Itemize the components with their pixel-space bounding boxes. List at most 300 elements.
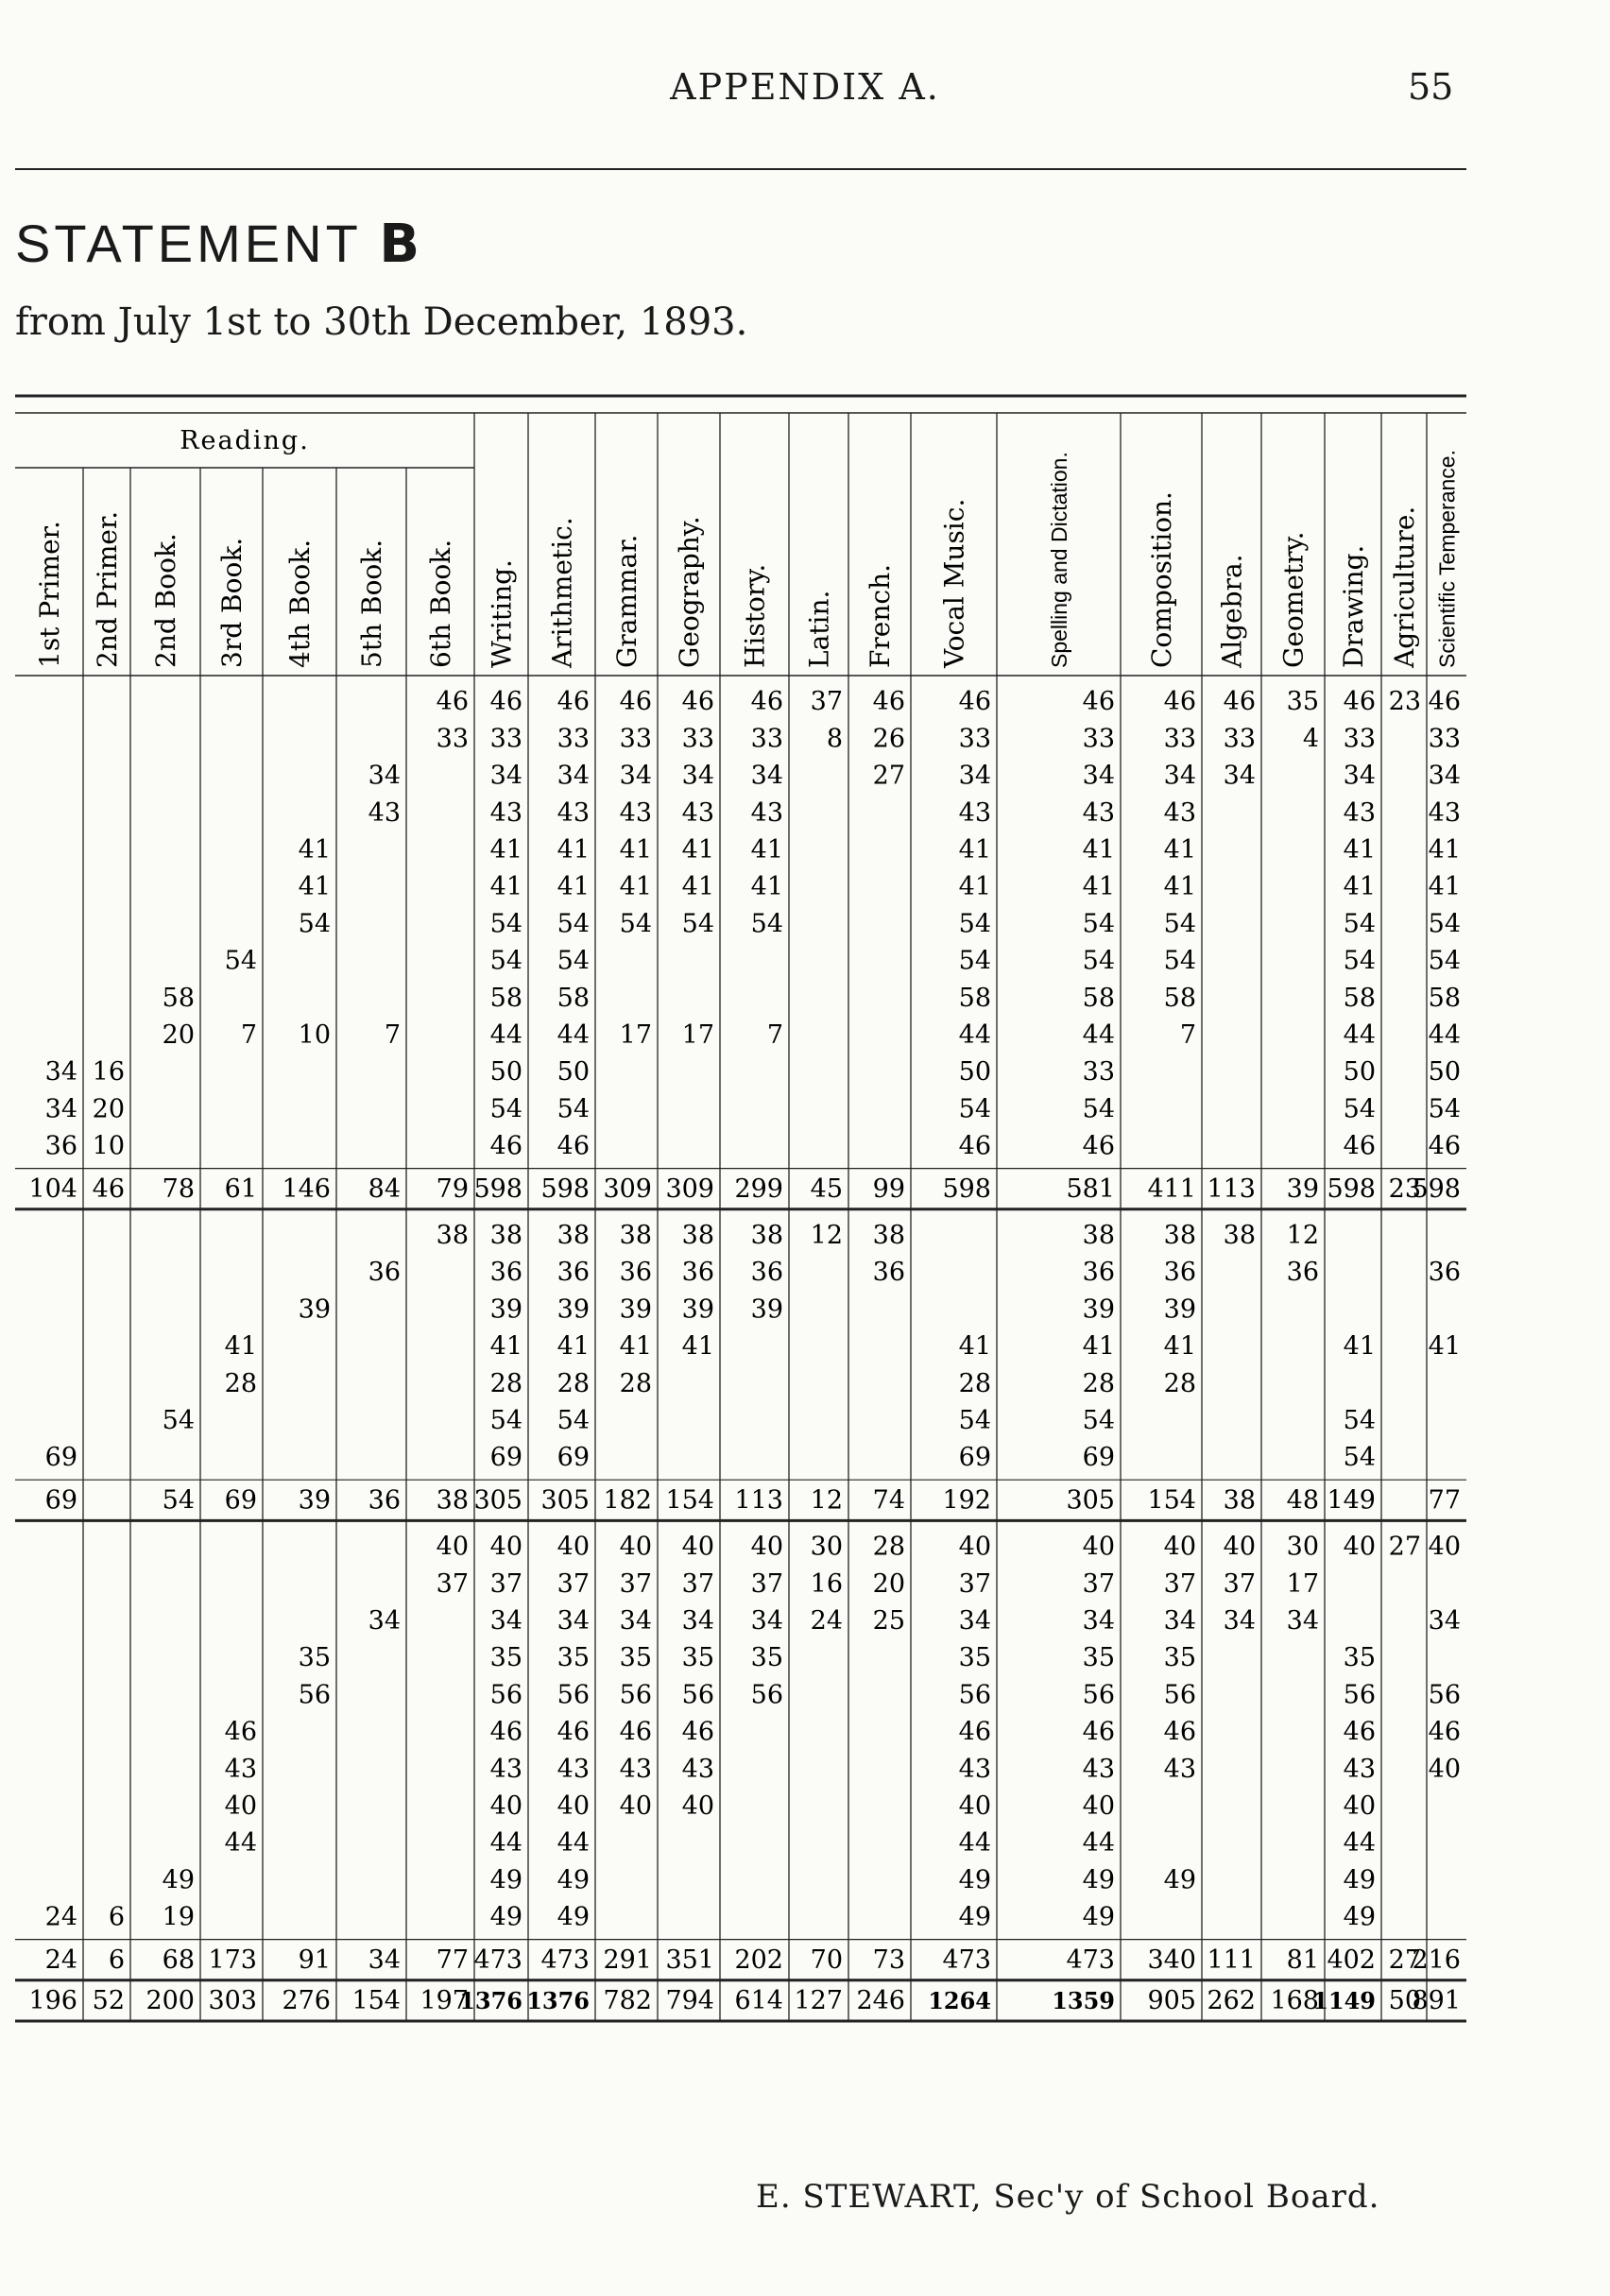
table-cell: 33 (436, 724, 469, 754)
table-cell: 37 (810, 687, 843, 717)
table-cell: 39 (489, 1294, 522, 1325)
table-cell: 37 (557, 1568, 590, 1599)
table-cell: 69 (958, 1443, 991, 1473)
table-cell: 54 (224, 946, 257, 976)
table-cell: 69 (44, 1443, 77, 1473)
table-cell: 34 (1082, 1606, 1115, 1636)
table-cell: 46 (489, 687, 522, 717)
table-cell: 41 (958, 872, 991, 902)
column-header: 3rd Book. (216, 537, 248, 668)
table-cell: 27 (1388, 1532, 1421, 1562)
subtotal-cell: 581 (1066, 1174, 1115, 1204)
table-cell: 49 (1343, 1902, 1376, 1932)
table-cell: 39 (557, 1294, 590, 1325)
table-cell: 40 (1163, 1532, 1196, 1562)
subtotal-cell: 113 (1207, 1174, 1256, 1204)
table-cell: 40 (557, 1791, 590, 1822)
table-cell: 54 (1343, 909, 1376, 939)
subtotal-cell: 69 (224, 1485, 257, 1516)
grand-total-cell: 154 (351, 1986, 401, 2016)
table-cell: 28 (489, 1368, 522, 1398)
subtotal-cell: 38 (436, 1485, 469, 1516)
subtotal-cell: 68 (162, 1945, 195, 1975)
table-cell: 50 (1343, 1057, 1376, 1088)
subtotal-cell: 77 (1428, 1485, 1461, 1516)
table-cell: 33 (1082, 724, 1115, 754)
table-cell: 54 (1343, 1406, 1376, 1436)
subtotal-cell: 202 (734, 1945, 783, 1975)
subtotal-cell: 91 (298, 1945, 331, 1975)
table-cell: 44 (1428, 1020, 1461, 1051)
table-cell: 58 (1163, 983, 1196, 1013)
table-cell: 44 (489, 1020, 522, 1051)
table-cell: 54 (958, 1406, 991, 1436)
subtotal-cell: 154 (1147, 1485, 1196, 1516)
table-cell: 34 (1286, 1606, 1319, 1636)
table-cell: 43 (1082, 1754, 1115, 1784)
table-cell: 54 (489, 946, 522, 976)
table-cell: 37 (489, 1568, 522, 1599)
table-cell: 56 (681, 1680, 714, 1710)
column-header: Writing. (486, 559, 518, 668)
table-cell: 33 (1343, 724, 1376, 754)
table-cell: 35 (681, 1643, 714, 1673)
grand-total-cell: 200 (146, 1986, 195, 2016)
table-cell: 49 (557, 1865, 590, 1895)
table-cell: 36 (1163, 1258, 1196, 1288)
table-cell: 54 (958, 946, 991, 976)
table-cell: 33 (958, 724, 991, 754)
table-cell: 20 (162, 1020, 195, 1051)
table-cell: 54 (1163, 946, 1196, 976)
grand-total-cell: 891 (1412, 1986, 1461, 2016)
table-cell: 49 (1082, 1865, 1115, 1895)
table-cell: 46 (958, 1131, 991, 1161)
table-cell: 36 (681, 1258, 714, 1288)
table-cell: 54 (1082, 1406, 1115, 1436)
subtotal-cell: 39 (1286, 1174, 1319, 1204)
table-cell: 44 (557, 1828, 590, 1859)
table-cell: 34 (489, 1606, 522, 1636)
table-cell: 54 (1082, 946, 1115, 976)
table-cell: 54 (557, 946, 590, 976)
column-header: 2nd Book. (150, 533, 182, 668)
table-cell: 25 (872, 1606, 905, 1636)
table-cell: 54 (557, 1094, 590, 1124)
table-cell: 34 (1082, 761, 1115, 791)
table-cell: 40 (958, 1532, 991, 1562)
table-cell: 43 (681, 1754, 714, 1784)
table-cell: 35 (1343, 1643, 1376, 1673)
table-cell: 56 (1163, 1680, 1196, 1710)
table-cell: 43 (368, 797, 401, 828)
page-header-title: APPENDIX A. (670, 66, 940, 108)
table-cell: 46 (1082, 1131, 1115, 1161)
table-cell: 34 (750, 761, 783, 791)
table-cell: 46 (681, 1717, 714, 1747)
table-cell: 56 (1082, 1680, 1115, 1710)
table-cell: 28 (557, 1368, 590, 1398)
table-cell: 37 (958, 1568, 991, 1599)
table-cell: 40 (681, 1532, 714, 1562)
table-cell: 37 (1082, 1568, 1115, 1599)
table-cell: 37 (619, 1568, 652, 1599)
table-cell: 43 (958, 1754, 991, 1784)
table-cell: 56 (489, 1680, 522, 1710)
column-header: Arithmetic. (546, 517, 578, 668)
subtotal-cell: 598 (473, 1174, 522, 1204)
table-cell: 56 (557, 1680, 590, 1710)
column-header: History. (739, 563, 771, 668)
table-cell: 41 (557, 1331, 590, 1362)
table-cell: 34 (681, 761, 714, 791)
table-cell: 40 (958, 1791, 991, 1822)
subtotal-cell: 340 (1147, 1945, 1196, 1975)
subtotal-cell: 34 (368, 1945, 401, 1975)
column-header: Drawing. (1338, 544, 1370, 668)
table-cell: 58 (162, 983, 195, 1013)
table-cell: 38 (619, 1221, 652, 1251)
grand-total-cell: 1359 (1052, 1987, 1115, 2015)
table-cell: 46 (557, 1717, 590, 1747)
table-cell: 38 (872, 1221, 905, 1251)
subtotal-cell: 38 (1223, 1485, 1256, 1516)
table-cell: 27 (872, 761, 905, 791)
table-cell: 20 (872, 1568, 905, 1599)
table-cell: 43 (557, 1754, 590, 1784)
table-cell: 35 (557, 1643, 590, 1673)
subtotal-cell: 12 (810, 1485, 843, 1516)
column-header: French. (865, 563, 897, 668)
table-cell: 35 (750, 1643, 783, 1673)
column-header: 2nd Primer. (92, 510, 124, 668)
table-cell: 49 (557, 1902, 590, 1932)
table-cell: 19 (162, 1902, 195, 1932)
subtotal-cell: 402 (1327, 1945, 1376, 1975)
table-cell: 46 (1163, 687, 1196, 717)
table-cell: 49 (1082, 1902, 1115, 1932)
table-cell: 36 (368, 1258, 401, 1288)
table-cell: 41 (1163, 1331, 1196, 1362)
table-cell: 39 (750, 1294, 783, 1325)
grand-total-cell: 262 (1207, 1986, 1256, 2016)
table-cell: 10 (298, 1020, 331, 1051)
table-cell: 54 (1428, 946, 1461, 976)
table-cell: 17 (1286, 1568, 1319, 1599)
table-cell: 36 (1286, 1258, 1319, 1288)
grand-total-cell: 614 (734, 1986, 783, 2016)
table-cell: 46 (1343, 687, 1376, 717)
statistics-table (15, 392, 1466, 2102)
table-cell: 44 (557, 1020, 590, 1051)
table-cell: 39 (298, 1294, 331, 1325)
table-cell: 41 (1343, 872, 1376, 902)
table-cell: 43 (489, 1754, 522, 1784)
table-cell: 28 (1082, 1368, 1115, 1398)
table-cell: 49 (489, 1865, 522, 1895)
subtotal-cell: 6 (108, 1945, 125, 1975)
table-cell: 34 (750, 1606, 783, 1636)
subtotal-cell: 45 (810, 1174, 843, 1204)
statistics-table-grid (15, 392, 1466, 2102)
table-cell: 58 (1428, 983, 1461, 1013)
table-cell: 38 (750, 1221, 783, 1251)
table-cell: 69 (489, 1443, 522, 1473)
table-cell: 56 (750, 1680, 783, 1710)
table-cell: 54 (162, 1406, 195, 1436)
table-cell: 54 (489, 909, 522, 939)
table-cell: 41 (489, 872, 522, 902)
subtotal-cell: 309 (603, 1174, 652, 1204)
table-cell: 43 (1343, 1754, 1376, 1784)
table-cell: 44 (489, 1828, 522, 1859)
table-cell: 46 (872, 687, 905, 717)
table-cell: 34 (1163, 761, 1196, 791)
table-cell: 41 (557, 835, 590, 865)
table-cell: 35 (1082, 1643, 1115, 1673)
statement-letter: B (379, 214, 420, 275)
table-cell: 46 (1163, 1717, 1196, 1747)
table-cell: 44 (958, 1828, 991, 1859)
grand-total-cell: 1376 (526, 1987, 590, 2015)
table-cell: 35 (298, 1643, 331, 1673)
table-cell: 41 (1163, 872, 1196, 902)
subtotal-cell: 154 (665, 1485, 714, 1516)
subtotal-cell: 305 (1066, 1485, 1115, 1516)
grand-total-cell: 303 (208, 1986, 257, 2016)
table-cell: 54 (557, 1406, 590, 1436)
table-cell: 12 (1286, 1221, 1319, 1251)
table-cell: 41 (1163, 835, 1196, 865)
table-cell: 41 (1343, 835, 1376, 865)
subtotal-cell: 149 (1327, 1485, 1376, 1516)
table-cell: 28 (1163, 1368, 1196, 1398)
table-cell: 41 (958, 1331, 991, 1362)
column-header: Vocal Music. (938, 498, 970, 668)
table-cell: 46 (958, 1717, 991, 1747)
table-cell: 40 (224, 1791, 257, 1822)
table-cell: 34 (958, 1606, 991, 1636)
subtotal-cell: 309 (665, 1174, 714, 1204)
subtotal-cell: 36 (368, 1485, 401, 1516)
table-cell: 41 (1343, 1331, 1376, 1362)
table-cell: 39 (681, 1294, 714, 1325)
subtotal-cell: 146 (282, 1174, 331, 1204)
table-cell: 41 (489, 1331, 522, 1362)
subtotal-cell: 79 (436, 1174, 469, 1204)
table-cell: 36 (44, 1131, 77, 1161)
table-cell: 50 (557, 1057, 590, 1088)
table-cell: 34 (44, 1057, 77, 1088)
table-cell: 41 (557, 872, 590, 902)
table-cell: 35 (1286, 687, 1319, 717)
table-cell: 49 (489, 1902, 522, 1932)
subtotal-cell: 84 (368, 1174, 401, 1204)
table-cell: 40 (681, 1791, 714, 1822)
table-cell: 7 (240, 1020, 257, 1051)
table-cell: 43 (1343, 797, 1376, 828)
table-cell: 41 (1428, 835, 1461, 865)
table-cell: 41 (681, 835, 714, 865)
subtotal-cell: 99 (872, 1174, 905, 1204)
table-cell: 40 (1082, 1791, 1115, 1822)
table-cell: 46 (1428, 687, 1461, 717)
subtotal-cell: 598 (1327, 1174, 1376, 1204)
table-cell: 16 (92, 1057, 125, 1088)
table-cell: 38 (1082, 1221, 1115, 1251)
subtotal-cell: 39 (298, 1485, 331, 1516)
column-header: 6th Book. (425, 539, 457, 668)
table-cell: 49 (1163, 1865, 1196, 1895)
subtotal-cell: 73 (872, 1945, 905, 1975)
column-header: Composition. (1146, 491, 1178, 668)
subtotal-cell: 351 (665, 1945, 714, 1975)
table-cell: 41 (619, 1331, 652, 1362)
table-cell: 34 (489, 761, 522, 791)
table-cell: 43 (224, 1754, 257, 1784)
table-cell: 34 (958, 761, 991, 791)
table-cell: 46 (1223, 687, 1256, 717)
table-cell: 35 (958, 1643, 991, 1673)
column-header: Latin. (803, 590, 835, 668)
table-cell: 34 (1428, 1606, 1461, 1636)
statement-word: STATEMENT (15, 214, 361, 273)
grand-total-cell: 276 (282, 1986, 331, 2016)
table-cell: 7 (1179, 1020, 1196, 1051)
table-cell: 40 (619, 1532, 652, 1562)
table-cell: 40 (1343, 1532, 1376, 1562)
table-cell: 37 (750, 1568, 783, 1599)
table-cell: 7 (384, 1020, 401, 1051)
page-number: 55 (1408, 66, 1454, 108)
table-cell: 28 (619, 1368, 652, 1398)
reading-group-label: Reading. (180, 426, 310, 455)
table-cell: 10 (92, 1131, 125, 1161)
table-cell: 58 (489, 983, 522, 1013)
table-cell: 17 (681, 1020, 714, 1051)
table-cell: 40 (489, 1791, 522, 1822)
table-cell: 58 (1343, 983, 1376, 1013)
subtotal-cell: 104 (28, 1174, 77, 1204)
table-cell: 41 (958, 835, 991, 865)
table-cell: 40 (1428, 1754, 1461, 1784)
table-cell: 33 (1223, 724, 1256, 754)
subtotal-cell: 598 (1412, 1174, 1461, 1204)
column-header: Grammar. (611, 534, 643, 668)
table-cell: 54 (1082, 909, 1115, 939)
table-cell: 46 (681, 687, 714, 717)
table-cell: 36 (1082, 1258, 1115, 1288)
table-cell: 58 (1082, 983, 1115, 1013)
table-cell: 36 (619, 1258, 652, 1288)
table-cell: 20 (92, 1094, 125, 1124)
table-cell: 40 (619, 1791, 652, 1822)
table-cell: 56 (1343, 1680, 1376, 1710)
table-cell: 38 (1163, 1221, 1196, 1251)
table-cell: 37 (436, 1568, 469, 1599)
subtotal-cell: 74 (872, 1485, 905, 1516)
subtotal-cell: 70 (810, 1945, 843, 1975)
table-cell: 33 (750, 724, 783, 754)
subtotal-cell: 291 (603, 1945, 652, 1975)
table-cell: 37 (1163, 1568, 1196, 1599)
table-cell: 40 (436, 1532, 469, 1562)
table-cell: 40 (1428, 1532, 1461, 1562)
table-cell: 44 (1343, 1828, 1376, 1859)
subtotal-cell: 411 (1147, 1174, 1196, 1204)
table-cell: 39 (619, 1294, 652, 1325)
table-cell: 46 (958, 687, 991, 717)
table-cell: 38 (557, 1221, 590, 1251)
table-cell: 38 (1223, 1221, 1256, 1251)
subtotal-cell: 27 (1388, 1945, 1421, 1975)
grand-total-cell: 196 (28, 1986, 77, 2016)
table-cell: 34 (557, 1606, 590, 1636)
table-cell: 33 (681, 724, 714, 754)
table-cell: 36 (1428, 1258, 1461, 1288)
table-cell: 46 (489, 1717, 522, 1747)
table-cell: 54 (958, 909, 991, 939)
table-cell: 36 (557, 1258, 590, 1288)
table-cell: 36 (750, 1258, 783, 1288)
column-header: 1st Primer. (34, 521, 66, 668)
table-cell: 40 (1223, 1532, 1256, 1562)
table-cell: 33 (489, 724, 522, 754)
table-cell: 46 (1428, 1131, 1461, 1161)
table-cell: 39 (1163, 1294, 1196, 1325)
table-cell: 41 (619, 872, 652, 902)
table-cell: 43 (557, 797, 590, 828)
table-cell: 43 (619, 1754, 652, 1784)
table-cell: 44 (1082, 1020, 1115, 1051)
table-cell: 49 (958, 1865, 991, 1895)
table-cell: 43 (681, 797, 714, 828)
grand-total-cell: 1376 (459, 1987, 522, 2015)
table-cell: 41 (681, 1331, 714, 1362)
subtotal-cell: 111 (1207, 1945, 1256, 1975)
table-cell: 34 (44, 1094, 77, 1124)
table-cell: 49 (162, 1865, 195, 1895)
table-cell: 34 (681, 1606, 714, 1636)
subtotal-cell: 473 (1066, 1945, 1115, 1975)
column-header: 5th Book. (356, 539, 388, 668)
subtotal-cell: 69 (44, 1485, 77, 1516)
table-cell: 54 (557, 909, 590, 939)
table-cell: 38 (436, 1221, 469, 1251)
subtotal-cell: 48 (1286, 1485, 1319, 1516)
table-cell: 41 (224, 1331, 257, 1362)
table-cell: 54 (1343, 1094, 1376, 1124)
table-cell: 50 (489, 1057, 522, 1088)
table-cell: 46 (1343, 1131, 1376, 1161)
table-cell: 46 (619, 1717, 652, 1747)
table-cell: 54 (958, 1094, 991, 1124)
table-cell: 43 (958, 797, 991, 828)
subtotal-cell: 78 (162, 1174, 195, 1204)
table-cell: 54 (298, 909, 331, 939)
table-cell: 28 (958, 1368, 991, 1398)
header-rule (15, 168, 1466, 170)
table-cell: 24 (44, 1902, 77, 1932)
table-cell: 41 (681, 872, 714, 902)
table-cell: 41 (298, 835, 331, 865)
table-cell: 36 (872, 1258, 905, 1288)
table-cell: 41 (1082, 1331, 1115, 1362)
table-cell: 49 (958, 1902, 991, 1932)
table-cell: 16 (810, 1568, 843, 1599)
table-cell: 54 (1163, 909, 1196, 939)
table-cell: 41 (750, 835, 783, 865)
